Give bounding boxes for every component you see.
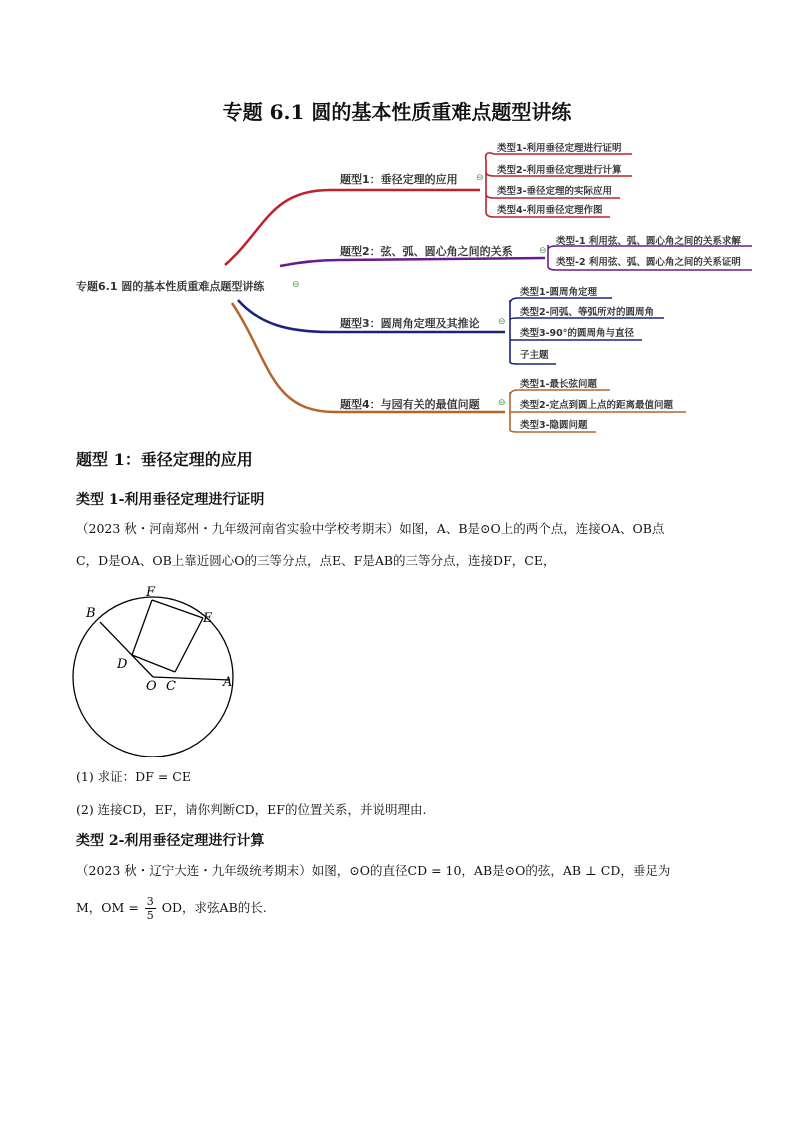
subsection-heading-1: 类型 1-利用垂径定理进行证明 [76, 492, 265, 508]
mindmap-leaf: 类型2-定点到圆上点的距离最值问题 [520, 400, 674, 411]
label-b: B [86, 606, 96, 621]
mindmap-leaf: 类型2-利用垂径定理进行计算 [497, 165, 622, 176]
segment-ce [175, 618, 203, 672]
label-f: F [146, 585, 156, 600]
segment-df [132, 600, 152, 655]
fraction-denominator: 5 [146, 909, 154, 922]
mindmap-leaf: 类型-1 利用弦、弧、圆心角之间的关系求解 [556, 236, 741, 247]
collapse-icon[interactable]: ⊖ [539, 246, 547, 256]
problem-2-suffix: OD，求弦AB的长. [161, 900, 267, 915]
subsection-heading-2: 类型 2-利用垂径定理进行计算 [76, 833, 265, 849]
problem-2-line-2 [76, 895, 736, 922]
segment-oa [153, 677, 230, 680]
label-c: C [166, 679, 176, 694]
page-title: 专题 6.1 圆的基本性质重难点题型讲练 [222, 100, 572, 124]
mindmap-leaf: 类型1-利用垂径定理进行证明 [497, 143, 622, 154]
mindmap-root: 专题6.1 圆的基本性质重难点题型讲练 [76, 280, 265, 293]
mindmap-leaf: 类型3-隐圆问题 [520, 420, 588, 431]
label-o: O [146, 679, 157, 694]
fraction [145, 895, 156, 922]
branch-2-curve [280, 258, 545, 266]
collapse-icon[interactable]: ⊖ [498, 317, 506, 327]
mindmap-leaf: 类型3-90°的圆周角与直径 [520, 328, 635, 339]
problem-1-line-1: （2023 秋・河南郑州・九年级河南省实验中学校考期末）如图，A、B是⊙O上的两个点，连接OA、OB点 [76, 521, 665, 536]
label-e: E [203, 611, 213, 626]
collapse-icon[interactable]: ⊖ [476, 173, 484, 183]
mindmap-leaf: 类型3-垂径定理的实际应用 [497, 186, 613, 197]
mindmap-connectors [0, 0, 794, 440]
label-d: D [117, 657, 128, 672]
mindmap-leaf: 类型4-利用垂径定理作图 [497, 205, 603, 216]
problem-2-prefix: M，OM = [76, 900, 139, 915]
mindmap-leaf: 子主题 [520, 350, 549, 361]
mindmap-leaf: 类型1-圆周角定理 [520, 287, 598, 298]
collapse-icon[interactable]: ⊖ [292, 280, 300, 290]
geometry-figure [70, 582, 250, 757]
section-heading: 题型 1：垂径定理的应用 [76, 450, 253, 469]
question-2: (2) 连接CD，EF，请你判断CD，EF的位置关系，并说明理由. [76, 802, 427, 817]
mindmap-branch-4: 题型4：与园有关的最值问题 [340, 398, 480, 411]
mindmap-leaf: 类型-2 利用弦、弧、圆心角之间的关系证明 [556, 257, 741, 268]
fraction-numerator: 3 [146, 895, 154, 908]
mindmap-branch-2: 题型2：弦、弧、圆心角之间的关系 [340, 245, 513, 258]
mindmap-leaf: 类型1-最长弦问题 [520, 379, 598, 390]
mindmap-branch-1: 题型1：垂径定理的应用 [340, 173, 458, 186]
problem-2-line-1: （2023 秋・辽宁大连・九年级统考期末）如图，⊙O的直径CD = 10，AB是⊙O的弦，AB ⊥ CD，垂足为 [76, 863, 671, 878]
mindmap-branch-3: 题型3：圆周角定理及其推论 [340, 317, 480, 330]
segment-dc [132, 655, 175, 672]
question-1: (1) 求证：DF = CE [76, 769, 191, 784]
label-a: A [223, 675, 233, 690]
collapse-icon[interactable]: ⊖ [498, 398, 506, 408]
mindmap-leaf: 类型2-同弧、等弧所对的圆周角 [520, 307, 655, 318]
problem-1-line-2: C，D是OA、OB上靠近圆心O的三等分点，点E、F是AB的三等分点，连接DF，CE， [76, 553, 556, 568]
